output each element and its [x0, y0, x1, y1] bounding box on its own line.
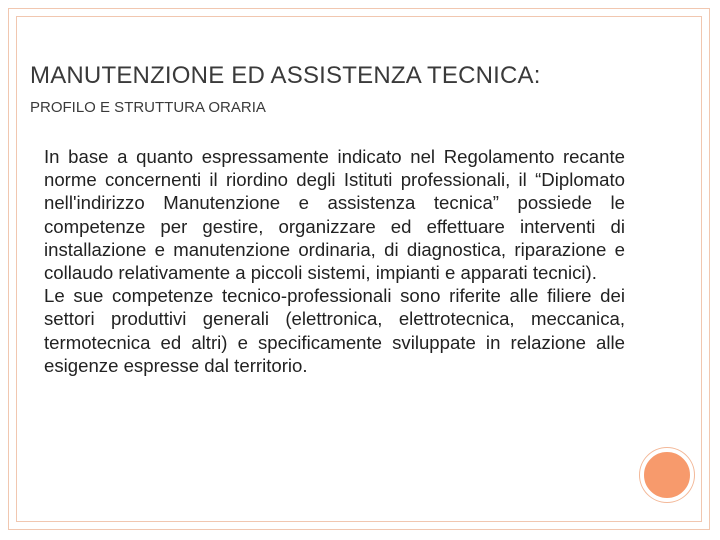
paragraph-profile: In base a quanto espressamente indicato nel Regolamento recante norme concernenti il riordino degli Istituti professionali, il “Diplomato nell'indirizzo Manutenzione e assistenza tecnica” possiede le competenze per gestire, organizzare ed effettuare interventi di installazione e manutenzione ordinaria, di diagnostica, riparazione e collaudo relativamente a piccoli sistemi, impianti e apparati tecnici).	[44, 146, 625, 284]
slide-body	[44, 145, 625, 377]
decorative-circle	[640, 448, 694, 502]
paragraph-competences: Le sue competenze tecnico-professionali sono riferite alle filiere dei settori produttivi generali (elettronica, elettrotecnica, meccanica, termotecnica ed altri) e specificamente sviluppate in relazione alle esigenze espresse dal territorio.	[44, 285, 625, 376]
slide-subtitle: PROFILO E STRUTTURA ORARIA	[30, 99, 266, 116]
slide-title: MANUTENZIONE ED ASSISTENZA TECNICA:	[30, 62, 541, 89]
